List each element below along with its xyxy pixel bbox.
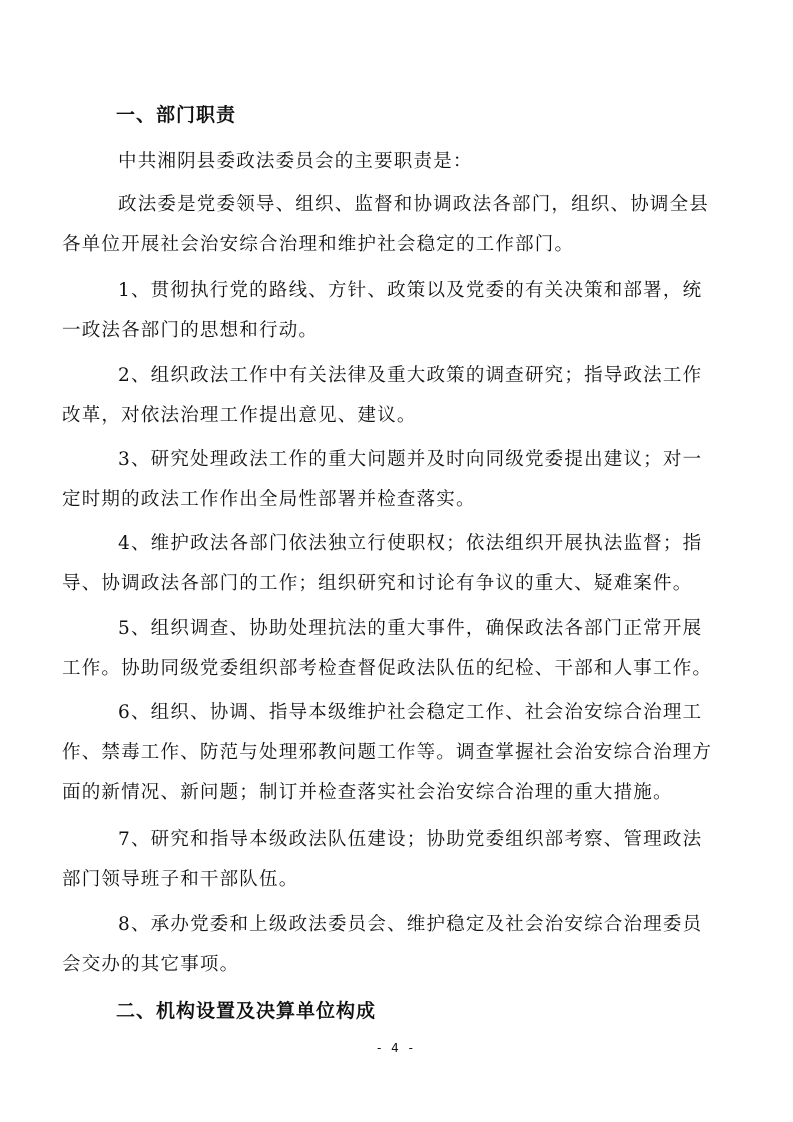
paragraph-line: 5、组织调查、协助处理抗法的重大事件，确保政法各部门正常开展 [118,618,703,639]
paragraph-line: 8、承办党委和上级政法委员会、维护稳定及社会治安综合治理委员 [118,914,703,935]
paragraph-line: 工作。协助同级党委组织部考检查督促政法队伍的纪检、干部和人事工作。 [62,658,713,679]
paragraph-line: 一政法各部门的思想和行动。 [62,320,319,341]
paragraph-line: 作、禁毒工作、防范与处理邪教问题工作等。调查掌握社会治安综合治理方 [62,742,713,763]
paragraph-line: 会交办的其它事项。 [62,954,240,975]
section-heading-organization-structure: 二、机构设置及决算单位构成 [116,1000,377,1022]
paragraph-line: 1、贯彻执行党的路线、方针、政策以及党委的有关决策和部署，统 [118,280,703,301]
paragraph-line: 7、研究和指导本级政法队伍建设；协助党委组织部考察、管理政法 [118,829,703,850]
paragraph-line: 面的新情况、新问题；制订并检查落实社会治安综合治理的重大措施。 [62,782,673,803]
section-heading-department-duties: 一、部门职责 [116,104,237,126]
paragraph-line: 部门领导班子和干部队伍。 [62,869,299,890]
paragraph-line: 定时期的政法工作作出全局性部署并检查落实。 [62,489,476,510]
paragraph-line: 中共湘阴县委政法委员会的主要职责是： [118,151,473,172]
paragraph-line: 2、组织政法工作中有关法律及重大政策的调查研究；指导政法工作 [118,365,703,386]
paragraph-line: 6、组织、协调、指导本级维护社会稳定工作、社会治安综合治理工 [118,702,703,723]
paragraph-line: 各单位开展社会治安综合治理和维护社会稳定的工作部门。 [62,234,575,255]
paragraph-line: 政法委是党委领导、组织、监督和协调政法各部门，组织、协调全县 [118,194,710,215]
page-number: - 4 - [377,1041,416,1055]
paragraph-line: 改革，对依法治理工作提出意见、建议。 [62,405,417,426]
paragraph-line: 导、协调政法各部门的工作；组织研究和讨论有争议的重大、疑难案件。 [62,573,693,594]
paragraph-line: 4、维护政法各部门依法独立行使职权；依法组织开展执法监督；指 [118,533,703,554]
paragraph-line: 3、研究处理政法工作的重大问题并及时向同级党委提出建议；对一 [118,449,703,470]
